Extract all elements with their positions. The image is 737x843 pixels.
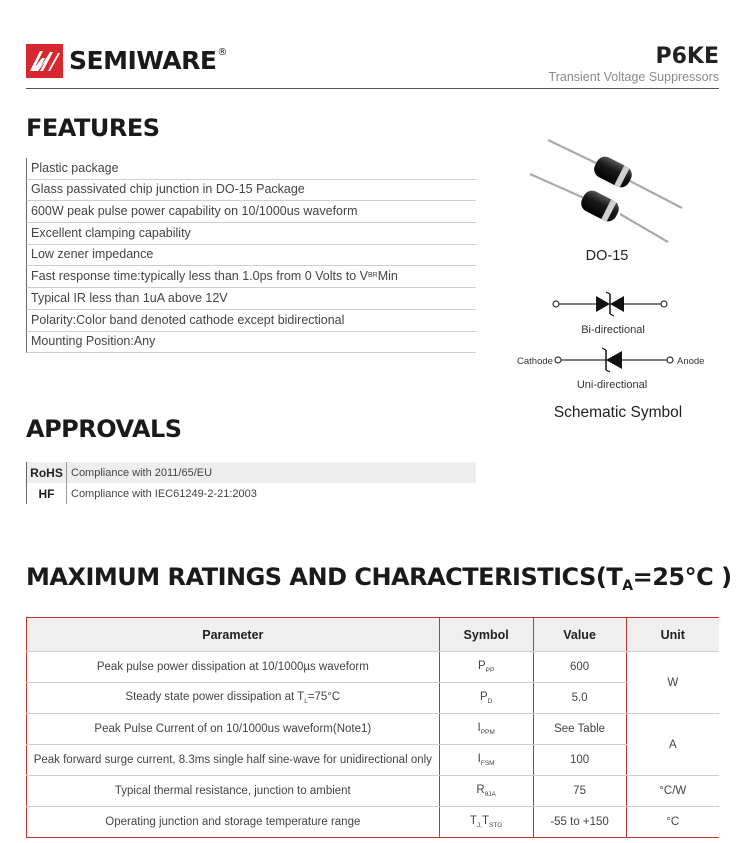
value-cell: 100 (533, 745, 626, 776)
param-cell: Peak forward surge current, 8.3ms single half sine-wave for unidirectional only (27, 745, 440, 776)
symbol-cell: $T_{J,}T_{STG}$ (439, 807, 533, 838)
table-row (27, 714, 720, 745)
value-cell: See Table (533, 714, 626, 745)
unit-cell: °C (626, 807, 719, 838)
approval-row-rohs (27, 462, 476, 483)
param-cell: Peak Pulse Current of on 10/1000us waveform(Note1) (27, 714, 440, 745)
product-heading (549, 44, 719, 85)
schematic-symbols (512, 288, 722, 398)
symbol-cell: $I_{FSM}$ (439, 745, 533, 776)
feature-item: Polarity:Color band denoted cathode except bidirectional (26, 310, 476, 332)
feature-item: Glass passivated chip junction in DO-15 Package (26, 180, 476, 202)
approval-value: Compliance with IEC61249-2-21:2003 (71, 487, 257, 500)
ratings-table (26, 617, 719, 838)
param-cell: Peak pulse power dissipation at 10/1000µs waveform (27, 652, 440, 683)
value-cell: 75 (533, 776, 626, 807)
approvals-table (26, 462, 476, 504)
table-row (27, 776, 720, 807)
col-header-value: Value (533, 618, 626, 652)
unit-cell: A (626, 714, 719, 776)
do15-diode-illustration (528, 136, 688, 246)
anode-label: Anode (677, 356, 705, 367)
max-ratings-title: MAXIMUM RATINGS AND $CHARACTERISTICS(T_A=25^\circ C$ ) (26, 563, 732, 594)
brand-name: SEMIWARE® (69, 46, 227, 75)
feature-item: Excellent clamping capability (26, 223, 476, 245)
col-header-symbol: Symbol (439, 618, 533, 652)
table-row (27, 745, 720, 776)
value-cell: -55 to +150 (533, 807, 626, 838)
bidirectional-label: Bi-directional (581, 324, 645, 336)
feature-item: Low zener impedance (26, 245, 476, 267)
approval-value: Compliance with 2011/65/EU (67, 462, 476, 483)
registered-mark: ® (217, 47, 227, 58)
table-row (27, 683, 720, 714)
schematic-title: Schematic Symbol (553, 404, 683, 421)
unidirectional-symbol (517, 348, 704, 391)
header-divider (26, 88, 719, 89)
feature-item: Fast response time:typically less than 1.0ps from 0 Volts to V BR Min (26, 266, 476, 288)
feature-item: Mounting Position:Any (26, 332, 476, 354)
table-row (27, 652, 720, 683)
approval-key: RoHS (27, 462, 67, 483)
symbol-cell: $I_{PPM}$ (439, 714, 533, 745)
param-cell: Operating junction and storage temperature range (27, 807, 440, 838)
col-header-unit: Unit (626, 618, 719, 652)
package-label: DO-15 (585, 248, 629, 264)
table-row (27, 807, 720, 838)
symbol-cell: $P_D$ (439, 683, 533, 714)
param-cell: Steady state power dissipation at $T_L=75^\circ C$ (27, 683, 440, 714)
unidirectional-label: Uni-directional (576, 379, 648, 391)
value-cell: 600 (533, 652, 626, 683)
col-header-parameter: Parameter (27, 618, 440, 652)
bidirectional-symbol (553, 292, 667, 336)
unit-cell: W (626, 652, 719, 714)
feature-item: Typical IR less than 1uA above 12V (26, 288, 476, 310)
symbol-cell: $R_{\theta JA}$ (439, 776, 533, 807)
product-subtitle: Transient Voltage Suppressors (548, 70, 719, 84)
unit-cell: °C/W (626, 776, 719, 807)
feature-item: Plastic package (26, 158, 476, 180)
features-list (26, 158, 476, 353)
product-name: P6KE (655, 44, 719, 69)
feature-item: 600W peak pulse power capability on 10/1000us waveform (26, 201, 476, 223)
approval-key: HF (27, 483, 67, 504)
semiware-logo-icon (26, 44, 63, 78)
approvals-title: APPROVALS (26, 415, 182, 443)
value-cell: 5.0 (533, 683, 626, 714)
features-title: FEATURES (26, 114, 160, 142)
brand-logo (26, 44, 227, 78)
param-cell: Typical thermal resistance, junction to ambient (27, 776, 440, 807)
cathode-label: Cathode (517, 356, 553, 367)
approval-row-hf (27, 483, 476, 504)
ratings-header-row (27, 618, 720, 652)
symbol-cell: $P_{PP}$ (439, 652, 533, 683)
